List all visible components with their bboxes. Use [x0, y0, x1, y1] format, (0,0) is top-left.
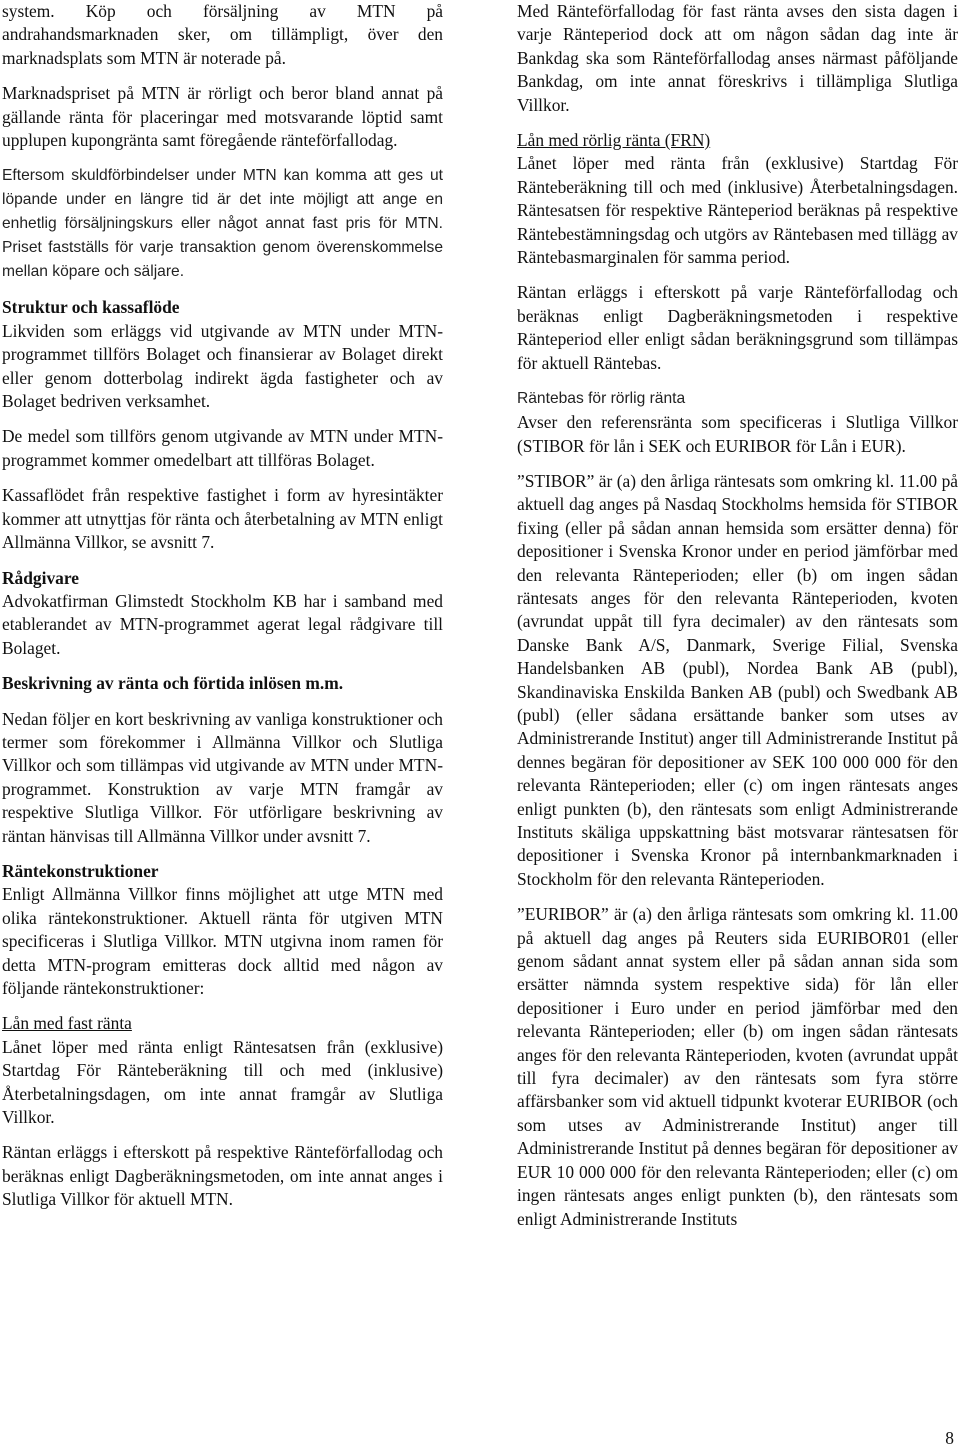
paragraph: Kassaflödet från respektive fastighet i form av hyresintäkter kommer att utnyttjas för ränta och återbetalning av MTN enligt Allmänna Villkor, se avsnitt 7. — [2, 485, 443, 553]
paragraph-text: Lånet löper med ränta från (exklusive) Startdag För Ränteberäkning till och med (inklusive) Återbetalningsdagen. Räntesatsen för respektive Ränteperiod beräknas på respektive Räntebestämningsdag och utgörs av Räntebasen med tillägg av Räntebasmarginalen för samma period. — [517, 153, 958, 268]
radgivare-section — [2, 567, 443, 661]
paragraph: Räntan erläggs i efterskott på respektive Ränteförfallodag och beräknas enligt Dagberäkningsmetoden, om inte annat anges i Slutliga Villkor för aktuell MTN. — [2, 1142, 443, 1210]
subsection-heading: Lån med rörlig ränta (FRN) — [517, 130, 711, 151]
paragraph: Nedan följer en kort beskrivning av vanliga konstruktioner och termer som förekommer i Allmänna Villkor och Slutliga Villkor och som tillämpas vid utgivande av MTN under MTN-programmet. Konstruktion av varje MTN framgår av respektive Slutliga Villkor. För utförligare beskrivning av räntan hänvisas till Allmänna Villkor under avsnitt 7. — [2, 708, 443, 846]
rantebas-section — [517, 387, 958, 458]
rantekonstruktioner-section — [2, 860, 443, 1000]
frn-section — [517, 129, 958, 269]
subsection-heading: Lån med fast ränta — [2, 1013, 132, 1034]
paragraph-text: Advokatfirman Glimstedt Stockholm KB har i samband med etablerandet av MTN-programmet agerat legal rådgivare till Bolaget. — [2, 590, 443, 658]
section-heading: Struktur och kassaflöde — [2, 297, 180, 318]
paragraph: Marknadspriset på MTN är rörligt och beror bland annat på gällande ränta för placeringar med motsvarande löptid samt upplupen kupongränta samt föregående ränteförfallodag. — [2, 83, 443, 151]
paragraph: De medel som tillförs genom utgivande av MTN under MTN-programmet kommer omedelbart att tillföras Bolaget. — [2, 426, 443, 470]
subsection-heading: Räntebas för rörlig ränta — [517, 390, 686, 408]
paragraph: Eftersom skuldförbindelser under MTN kan komma att ges ut löpande under en längre tid är det inte möjligt att ange en enhetlig försäljningskurs eller något annat fast pris för MTN. Priset fastställs för varje transaktion genom överenskommelse mellan köpare och säljare. — [2, 167, 443, 281]
paragraph: Med Ränteförfallodag för fast ränta avses den sista dagen i varje Ränteperiod dock att om någon sådan dag inte är Bankdag ska som Ränteförfallodag anses närmast påföljande Bankdag, om inte annat föreskrivs i tillämpliga Slutliga Villkor. — [517, 1, 958, 115]
paragraph-text: Lånet löper med ränta enligt Räntesatsen från (exklusive) Startdag För Ränteberäkning till och med (inklusive) Återbetalningsdagen, om inte annat framgår av Slutliga Villkor. — [2, 1036, 443, 1128]
section-heading: Beskrivning av ränta och förtida inlösen m.m. — [2, 673, 344, 694]
paragraph: Räntan erläggs i efterskott på varje Ränteförfallodag och beräknas enligt Dagberäkningsmetoden i respektive Ränteperiod eller enligt sådan beräkningsgrund som tillämpas för aktuell Räntebas. — [517, 282, 958, 373]
paragraph-text: Likviden som erläggs vid utgivande av MTN under MTN-programmet tillförs Bolaget och finansierar av Bolaget direkt eller genom dotterbolag indirekt ägda fastigheter och av Bolaget bedriven verksamhet. — [2, 320, 443, 412]
euribor-definition: ”EURIBOR” är (a) den årliga räntesats som omkring kl. 11.00 på aktuell dag anges på Reuters sida EURIBOR01 (eller genom sådant annat system eller på sådan annan sida som ersätter nämnda system respektive sida) för lån eller depositioner i Euro under en period jämförbar med den relevanta Ränteperioden; eller (b) om ingen sådan räntesats anges för den relevanta Ränteperioden, kvoten (avrundat uppåt till fyra decimaler) av den räntesats som fyra större affärsbanker som vid aktuell tidpunkt kvoterar EURIBOR (och som utses av Administrerande Institut) anger till Administrerande Institut på dennes begäran för depositioner av EUR 10 000 000 för den relevanta Ränteperioden; eller (c) om ingen räntesats anges enligt punkten (b), den räntesats som enligt Administrerande Instituts — [517, 904, 958, 1229]
paragraph: system. Köp och försäljning av MTN på andrahandsmarknaden sker, om tillämpligt, över den marknadsplats som MTN är noterade på. — [2, 1, 443, 68]
paragraph-text: Avser den referensränta som specificeras i Slutliga Villkor (STIBOR för lån i SEK och EURIBOR för Lån i EUR). — [517, 412, 958, 456]
section-heading: Rådgivare — [2, 567, 79, 588]
right-column — [517, 0, 958, 1243]
page-number: 8 — [945, 1428, 954, 1448]
left-column — [2, 0, 443, 1224]
stibor-definition: ”STIBOR” är (a) den årliga räntesats som omkring kl. 11.00 på aktuell dag anges på Nasdaq Stockholms hemsida för STIBOR fixing (eller på sådan annan hemsida som ersätter denna) för depositioner i Svenska Kronor under en period jämförbar med den relevanta Ränteperioden; eller (b) om ingen sådan räntesats anges för den relevanta Ränteperioden, kvoten (avrundat uppåt till fyra decimaler) av den räntesats som Danske Bank A/S, Danmark, Sverige Filial, Svenska Handelsbanken AB (publ), Nordea Bank AB (publ), Skandinaviska Enskilda Banken AB (publ) och Swedbank AB (publ) (eller sådana ersättande banker som utses av Administrerande Institut) anger till Administrerande Institut på dennes begäran för depositioner av SEK 100 000 000 för den relevanta Ränteperioden; eller (c) om ingen räntesats anges enligt punkten (b), den räntesats som enligt Administrerande Instituts skäliga uppskattning bäst motsvarar räntesatsen för depositioner i Svenska Kronor på internbankmarknaden i Stockholm för den relevanta Ränteperioden. — [517, 470, 958, 889]
fast-ranta-section — [2, 1012, 443, 1129]
struktur-section — [2, 296, 443, 413]
section-heading: Räntekonstruktioner — [2, 860, 159, 881]
paragraph-text: Enligt Allmänna Villkor finns möjlighet att utge MTN med olika räntekonstruktioner. Aktuell ränta för utgiven MTN specificeras i Slutliga Villkor. MTN utgivna inom ramen för detta MTN-program emitteras dock alltid med någon av följande räntekonstruktioner: — [2, 884, 443, 998]
